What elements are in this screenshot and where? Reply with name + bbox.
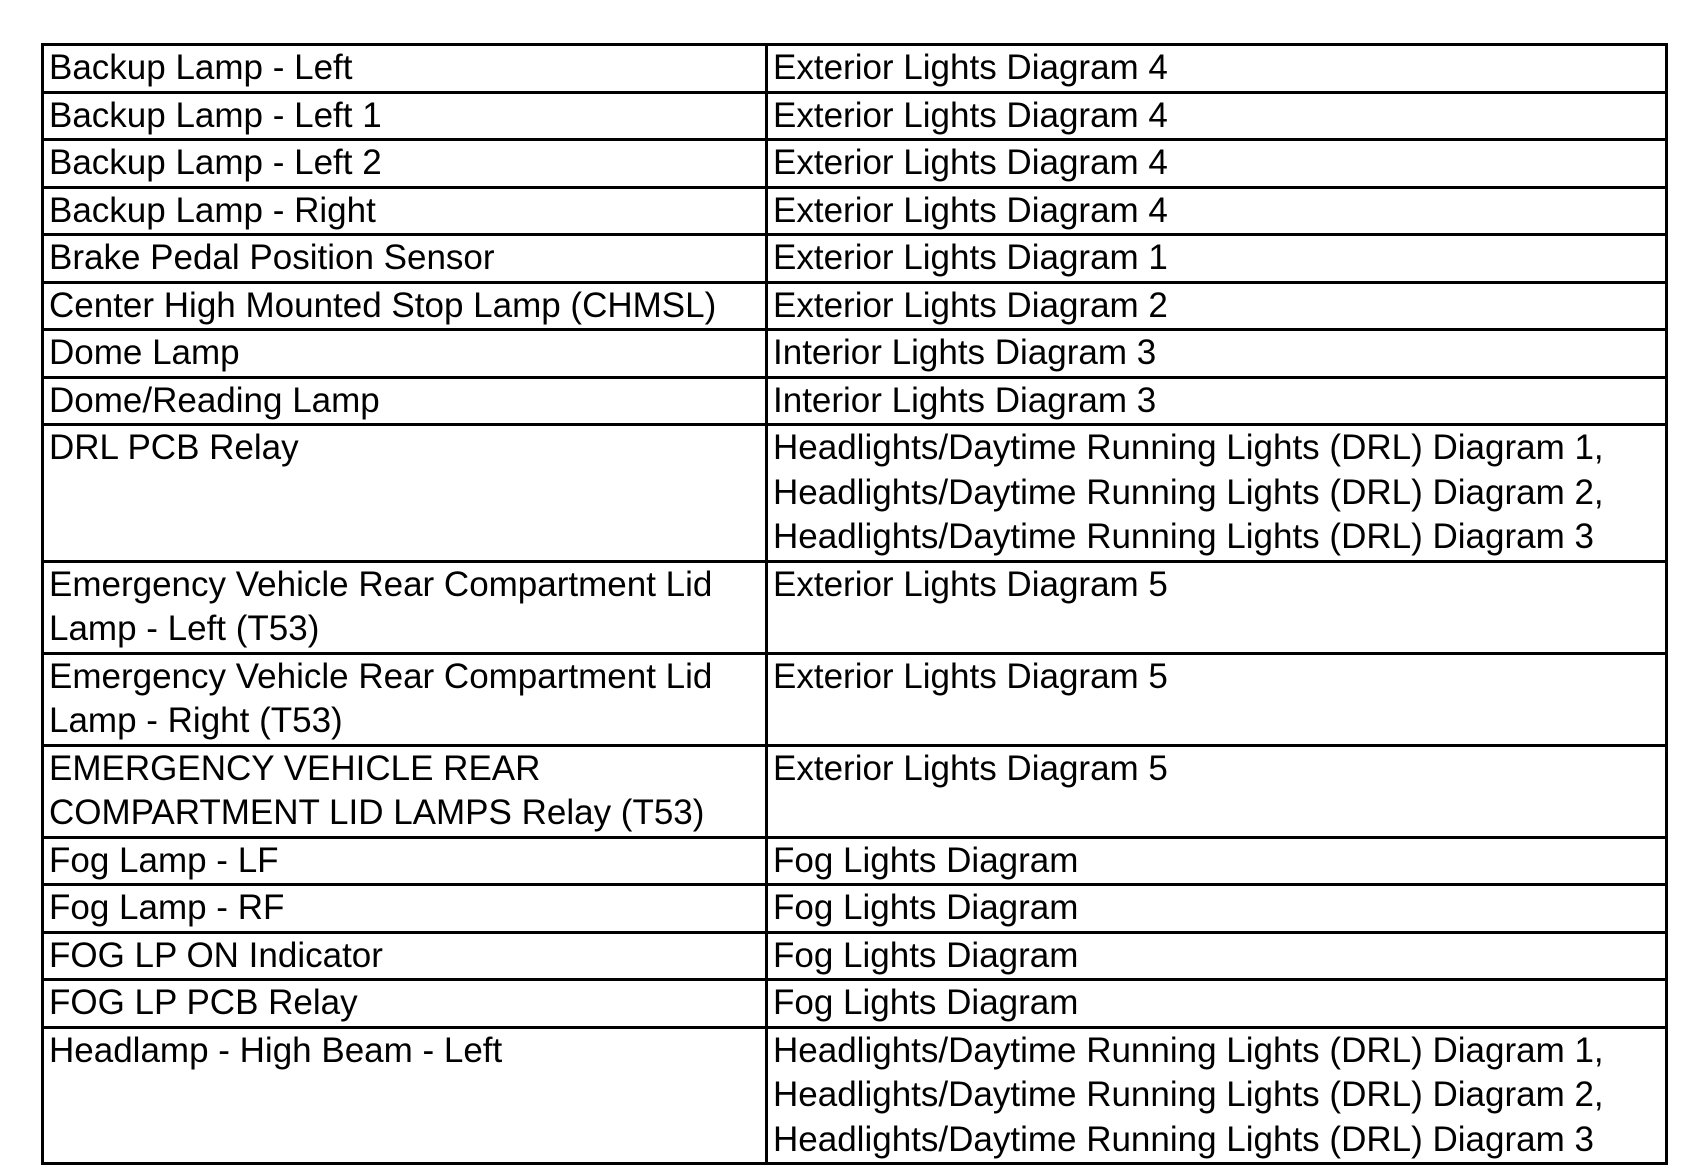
table-row — [43, 140, 1667, 188]
component-cell: Center High Mounted Stop Lamp (CHMSL) — [43, 282, 767, 330]
table-row — [43, 330, 1667, 378]
component-cell: FOG LP PCB Relay — [43, 980, 767, 1028]
component-cell: Dome Lamp — [43, 330, 767, 378]
table-body — [43, 45, 1667, 1164]
table-row — [43, 932, 1667, 980]
diagram-cell: Exterior Lights Diagram 4 — [767, 140, 1667, 188]
diagram-cell: Exterior Lights Diagram 4 — [767, 92, 1667, 140]
component-cell: Emergency Vehicle Rear Compartment Lid Lamp - Left (T53) — [43, 561, 767, 653]
component-cell: Brake Pedal Position Sensor — [43, 235, 767, 283]
diagram-cell: Exterior Lights Diagram 5 — [767, 745, 1667, 837]
table-row — [43, 653, 1667, 745]
diagram-cell: Exterior Lights Diagram 2 — [767, 282, 1667, 330]
table-row — [43, 92, 1667, 140]
table-row — [43, 425, 1667, 562]
diagram-cell: Exterior Lights Diagram 5 — [767, 653, 1667, 745]
table-row — [43, 45, 1667, 93]
table-row — [43, 377, 1667, 425]
diagram-cell: Interior Lights Diagram 3 — [767, 330, 1667, 378]
diagram-cell: Fog Lights Diagram — [767, 837, 1667, 885]
component-cell: Fog Lamp - RF — [43, 885, 767, 933]
component-cell: DRL PCB Relay — [43, 425, 767, 562]
component-cell: Backup Lamp - Left 2 — [43, 140, 767, 188]
table-row — [43, 1027, 1667, 1164]
diagram-cell: Exterior Lights Diagram 1 — [767, 235, 1667, 283]
diagram-cell: Exterior Lights Diagram 5 — [767, 561, 1667, 653]
diagram-cell: Headlights/Daytime Running Lights (DRL) Diagram 1, Headlights/Daytime Running Lights (DRL) Diagram 2, Headlights/Daytime Running Lights (DRL) Diagram 3 — [767, 425, 1667, 562]
table-row — [43, 885, 1667, 933]
diagram-cell: Fog Lights Diagram — [767, 885, 1667, 933]
diagram-cell: Fog Lights Diagram — [767, 980, 1667, 1028]
component-cell: FOG LP ON Indicator — [43, 932, 767, 980]
diagram-cell: Exterior Lights Diagram 4 — [767, 187, 1667, 235]
component-cell: Headlamp - High Beam - Left — [43, 1027, 767, 1164]
diagram-cell: Fog Lights Diagram — [767, 932, 1667, 980]
table-row — [43, 980, 1667, 1028]
table-row — [43, 837, 1667, 885]
table-row — [43, 561, 1667, 653]
component-cell: Dome/Reading Lamp — [43, 377, 767, 425]
table-row — [43, 282, 1667, 330]
table-row — [43, 187, 1667, 235]
table-row — [43, 235, 1667, 283]
component-cell: Backup Lamp - Right — [43, 187, 767, 235]
table-row — [43, 745, 1667, 837]
component-cell: Backup Lamp - Left 1 — [43, 92, 767, 140]
component-cell: Fog Lamp - LF — [43, 837, 767, 885]
component-location-table — [41, 43, 1668, 1165]
diagram-cell: Interior Lights Diagram 3 — [767, 377, 1667, 425]
component-cell: EMERGENCY VEHICLE REAR COMPARTMENT LID LAMPS Relay (T53) — [43, 745, 767, 837]
diagram-cell: Exterior Lights Diagram 4 — [767, 45, 1667, 93]
diagram-cell: Headlights/Daytime Running Lights (DRL) Diagram 1, Headlights/Daytime Running Lights (DRL) Diagram 2, Headlights/Daytime Running Lights (DRL) Diagram 3 — [767, 1027, 1667, 1164]
component-cell: Emergency Vehicle Rear Compartment Lid Lamp - Right (T53) — [43, 653, 767, 745]
component-cell: Backup Lamp - Left — [43, 45, 767, 93]
